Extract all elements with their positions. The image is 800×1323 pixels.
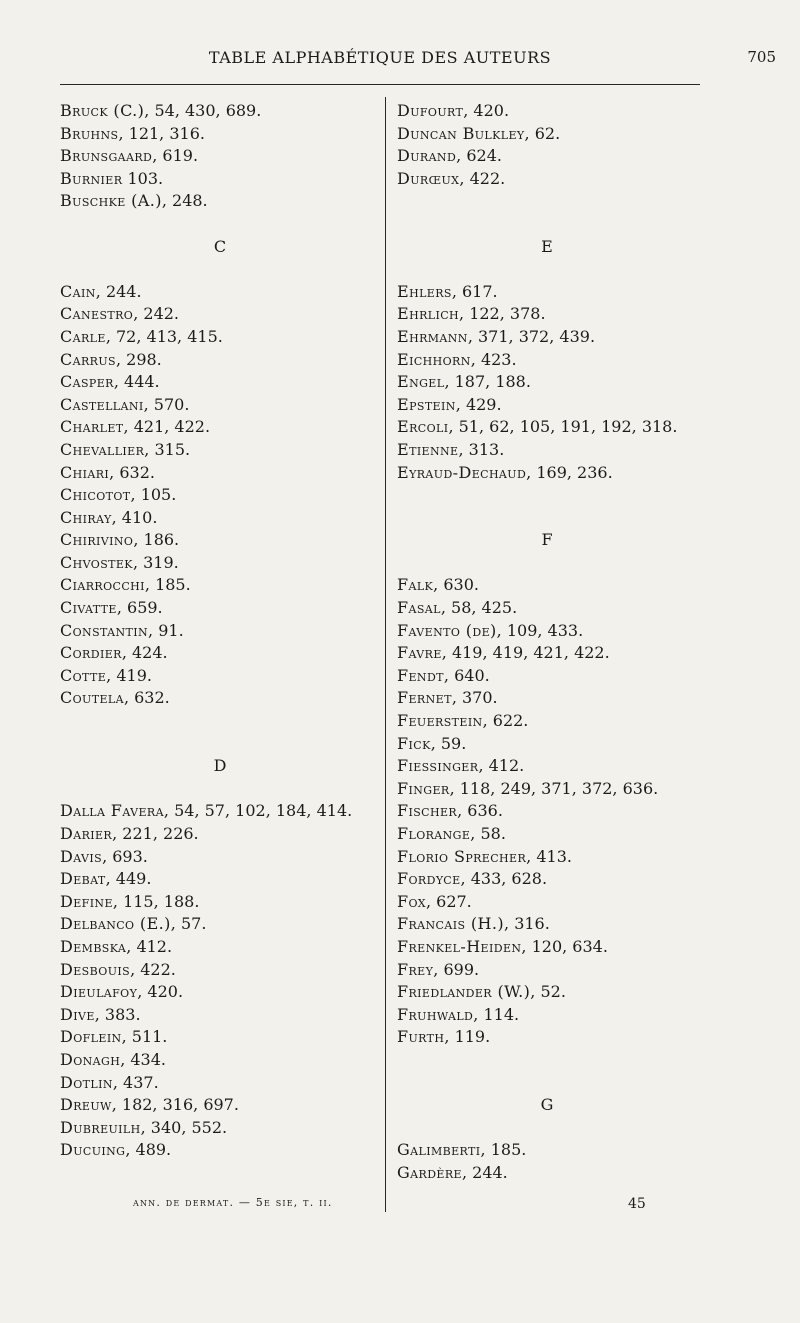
page-references: , 632. bbox=[109, 462, 155, 482]
author-entry bbox=[60, 190, 380, 213]
author-name: Gardère bbox=[397, 1162, 462, 1182]
author-name: Epstein bbox=[397, 394, 456, 414]
author-entry bbox=[60, 981, 380, 1004]
page-references: , 52. bbox=[530, 982, 566, 1002]
author-entry bbox=[60, 800, 380, 823]
author-name: Eyraud-Dechaud bbox=[397, 462, 527, 482]
author-entry bbox=[60, 959, 380, 982]
page-references: , 119. bbox=[444, 1027, 491, 1047]
page-references: , 383. bbox=[94, 1004, 141, 1024]
author-entry bbox=[397, 1026, 697, 1049]
page-references: , 659. bbox=[116, 598, 163, 618]
spacer bbox=[60, 213, 380, 236]
author-entry bbox=[397, 462, 697, 485]
page-references: , 169, 236. bbox=[526, 462, 613, 482]
right-column bbox=[397, 100, 697, 1185]
author-name: Favento (de) bbox=[397, 620, 497, 640]
page-references: , 121, 316. bbox=[118, 123, 205, 143]
author-name: Constantin bbox=[60, 620, 149, 640]
author-name: Chiari bbox=[60, 462, 110, 482]
page-references: , 699. bbox=[433, 959, 480, 979]
page-references: , 636. bbox=[457, 801, 503, 821]
author-entry bbox=[60, 507, 380, 530]
author-name: Ercoli bbox=[397, 417, 449, 437]
page-references: , 422. bbox=[459, 168, 506, 188]
page-references: , 412. bbox=[126, 936, 173, 956]
author-name: Eichhorn bbox=[397, 349, 471, 369]
author-name: Desbouis bbox=[60, 959, 131, 979]
author-entry bbox=[60, 574, 380, 597]
author-entry bbox=[397, 371, 697, 394]
author-entry bbox=[397, 349, 697, 372]
author-entry bbox=[60, 416, 380, 439]
author-name: Dubreuilh bbox=[60, 1117, 141, 1137]
author-name: Casper bbox=[60, 372, 114, 392]
author-name: Favre bbox=[397, 643, 442, 663]
author-entry bbox=[60, 1139, 380, 1162]
author-entry bbox=[60, 1004, 380, 1027]
author-name: Friedlander (W.) bbox=[397, 982, 531, 1002]
section-letter: E bbox=[541, 236, 553, 256]
page-references: , 248. bbox=[161, 191, 208, 211]
spacer bbox=[397, 190, 697, 213]
author-name: Etienne bbox=[397, 439, 459, 459]
author-name: Ehlers bbox=[397, 281, 452, 301]
author-name: Florange bbox=[397, 824, 471, 843]
page-references: , 624. bbox=[456, 146, 502, 166]
page-references: , 186. bbox=[133, 530, 180, 550]
header-rule bbox=[60, 84, 700, 85]
author-name: Florio Sprecher bbox=[397, 846, 527, 866]
author-name: Francais (H.) bbox=[397, 914, 505, 934]
page-references: , 410. bbox=[111, 507, 158, 527]
page-references: , 424. bbox=[121, 643, 168, 663]
author-name: Civatte bbox=[60, 598, 117, 618]
page-references: , 114. bbox=[473, 1004, 520, 1024]
page-references: , 185. bbox=[480, 1140, 527, 1160]
footer-note: ann. de dermat. — 5e sie, t. ii. bbox=[133, 1196, 333, 1209]
author-entry bbox=[60, 1072, 380, 1095]
author-name: Burnier bbox=[60, 168, 123, 188]
author-entry bbox=[60, 1117, 380, 1140]
spacer bbox=[60, 258, 380, 281]
author-name: Define bbox=[60, 891, 113, 911]
author-name: Fick bbox=[397, 733, 431, 753]
page-references: , 433, 628. bbox=[460, 869, 548, 889]
author-entry bbox=[397, 936, 697, 959]
page-references: , 429. bbox=[455, 394, 502, 414]
author-name: Cotte bbox=[60, 665, 107, 685]
page-references: , 59. bbox=[430, 733, 467, 753]
author-entry bbox=[397, 733, 697, 756]
section-letter: G bbox=[540, 1095, 554, 1115]
author-entry bbox=[60, 100, 380, 123]
author-entry bbox=[397, 642, 697, 665]
author-name: Dufourt bbox=[397, 101, 464, 120]
signature-mark: 45 bbox=[628, 1196, 646, 1212]
section-letter: D bbox=[213, 756, 227, 776]
author-name: Finger bbox=[397, 778, 450, 798]
author-name: Ducuing bbox=[60, 1140, 126, 1160]
page-references: , 412. bbox=[478, 756, 525, 776]
page-references: , 449. bbox=[105, 869, 152, 889]
author-name: Furth bbox=[397, 1027, 445, 1047]
author-entry bbox=[397, 891, 697, 914]
author-entry bbox=[60, 1049, 380, 1072]
author-entry bbox=[397, 620, 697, 643]
author-name: Ehrlich bbox=[397, 304, 460, 324]
author-entry bbox=[60, 891, 380, 914]
author-entry bbox=[60, 371, 380, 394]
page-references: , 182, 316, 697. bbox=[111, 1095, 239, 1115]
page-references: , 244. bbox=[95, 281, 142, 301]
page-references: , 244. bbox=[461, 1162, 508, 1182]
page-references: , 617. bbox=[451, 281, 498, 301]
page-references: , 423. bbox=[470, 349, 517, 369]
author-entry bbox=[397, 168, 697, 191]
author-name: Cordier bbox=[60, 643, 122, 663]
page-references: , 109, 433. bbox=[496, 620, 584, 640]
author-name: Chiray bbox=[60, 507, 112, 527]
author-name: Fordyce bbox=[397, 869, 461, 889]
page-header-title: TABLE ALPHABÉTIQUE DES AUTEURS bbox=[208, 48, 552, 67]
left-column bbox=[60, 100, 380, 1162]
author-name: Ehrmann bbox=[397, 326, 468, 346]
author-name: Charlet bbox=[60, 417, 124, 437]
page-references: , 340, 552. bbox=[140, 1117, 228, 1137]
page-references: , 419. bbox=[106, 665, 152, 685]
author-entry bbox=[60, 394, 380, 417]
page-references: , 122, 378. bbox=[459, 304, 546, 324]
author-name: Canestro bbox=[60, 304, 134, 324]
author-entry bbox=[397, 281, 697, 304]
author-entry bbox=[60, 484, 380, 507]
author-name: Carle bbox=[60, 326, 106, 346]
author-entry bbox=[60, 913, 380, 936]
author-entry bbox=[397, 959, 697, 982]
author-entry bbox=[397, 846, 697, 869]
page-references: , 420. bbox=[137, 982, 184, 1002]
page-references: , 298. bbox=[115, 349, 162, 369]
author-entry bbox=[60, 665, 380, 688]
page-references: 103. bbox=[122, 168, 164, 188]
author-name: Delbanco (E.) bbox=[60, 914, 171, 934]
page-references: , 319. bbox=[132, 552, 179, 572]
author-name: Duncan Bulkley bbox=[397, 123, 525, 143]
page-references: , 185. bbox=[144, 575, 191, 595]
page-references: , 120, 634. bbox=[521, 936, 608, 956]
page-references: , 371, 372, 439. bbox=[467, 326, 596, 346]
page-references: , 221, 226. bbox=[112, 824, 199, 843]
page-references: , 51, 62, 105, 191, 192, 318. bbox=[448, 417, 678, 437]
author-entry bbox=[397, 687, 697, 710]
page-number: 705 bbox=[747, 48, 776, 66]
author-name: Fasal bbox=[397, 598, 441, 618]
author-entry bbox=[397, 303, 697, 326]
spacer bbox=[397, 213, 697, 236]
page-references: , 570. bbox=[143, 394, 190, 414]
author-entry bbox=[60, 846, 380, 869]
author-entry bbox=[60, 620, 380, 643]
spacer bbox=[397, 1049, 697, 1072]
author-name: Durœux bbox=[397, 168, 460, 188]
author-entry bbox=[60, 868, 380, 891]
author-name: Engel bbox=[397, 372, 445, 392]
author-entry bbox=[397, 597, 697, 620]
author-entry bbox=[60, 1094, 380, 1117]
author-entry bbox=[397, 123, 697, 146]
author-name: Darier bbox=[60, 824, 113, 843]
page-references: , 54, 430, 689. bbox=[144, 101, 262, 120]
page-references: , 58, 425. bbox=[440, 598, 518, 618]
author-entry bbox=[397, 823, 697, 846]
page-references: , 91. bbox=[148, 620, 184, 640]
page-references: , 315. bbox=[144, 439, 191, 459]
author-name: Dreuw bbox=[60, 1095, 112, 1115]
author-name: Frey bbox=[397, 959, 434, 979]
author-entry bbox=[397, 394, 697, 417]
page-references: , 316. bbox=[504, 914, 550, 934]
author-name: Dieulafoy bbox=[60, 982, 138, 1002]
author-entry bbox=[60, 597, 380, 620]
author-name: Buschke (A.) bbox=[60, 191, 162, 211]
author-entry bbox=[60, 303, 380, 326]
page-references: , 419, 419, 421, 422. bbox=[441, 643, 610, 663]
page-references: , 437. bbox=[112, 1072, 159, 1092]
author-name: Fischer bbox=[397, 801, 458, 821]
author-entry bbox=[60, 642, 380, 665]
author-name: Cain bbox=[60, 281, 96, 301]
author-entry bbox=[60, 823, 380, 846]
author-entry bbox=[397, 755, 697, 778]
author-entry bbox=[397, 1162, 697, 1185]
author-name: Dembska bbox=[60, 936, 127, 956]
spacer bbox=[60, 778, 380, 801]
author-name: Galimberti bbox=[397, 1140, 481, 1160]
page-references: , 622. bbox=[482, 711, 529, 731]
page-references: , 313. bbox=[458, 439, 505, 459]
author-entry bbox=[397, 439, 697, 462]
page-references: , 632. bbox=[123, 688, 170, 708]
page-references: , 422. bbox=[130, 959, 176, 979]
page-references: , 511. bbox=[121, 1027, 168, 1047]
author-entry bbox=[397, 574, 697, 597]
page-references: , 115, 188. bbox=[112, 891, 200, 911]
author-entry bbox=[397, 981, 697, 1004]
author-name: Durand bbox=[397, 146, 457, 166]
author-entry bbox=[397, 100, 697, 123]
author-entry bbox=[60, 123, 380, 146]
author-entry bbox=[397, 145, 697, 168]
page-references: , 627. bbox=[425, 891, 472, 911]
author-name: Coutela bbox=[60, 688, 124, 708]
page-references: , 57. bbox=[170, 914, 207, 934]
author-name: Dotlin bbox=[60, 1072, 113, 1092]
author-name: Castellani bbox=[60, 394, 144, 414]
author-name: Frenkel-Heiden bbox=[397, 936, 522, 956]
author-entry bbox=[60, 168, 380, 191]
author-name: Fernet bbox=[397, 688, 452, 708]
author-entry bbox=[397, 1139, 697, 1162]
author-name: Dive bbox=[60, 1004, 95, 1024]
author-name: Ciarrocchi bbox=[60, 575, 145, 595]
page-references: , 105. bbox=[130, 485, 177, 505]
author-entry bbox=[397, 868, 697, 891]
page-references: , 421, 422. bbox=[123, 417, 211, 437]
author-name: Fiessinger bbox=[397, 756, 479, 776]
author-entry bbox=[60, 687, 380, 710]
author-entry bbox=[397, 1004, 697, 1027]
author-name: Fendt bbox=[397, 665, 444, 685]
spacer bbox=[397, 258, 697, 281]
author-entry bbox=[397, 326, 697, 349]
column-divider bbox=[385, 97, 386, 1212]
page-references: , 58. bbox=[470, 824, 506, 843]
page-references: , 54, 57, 102, 184, 414. bbox=[163, 801, 353, 821]
author-entry bbox=[60, 281, 380, 304]
spacer bbox=[60, 710, 380, 733]
page-references: , 62. bbox=[524, 123, 561, 143]
spacer bbox=[397, 507, 697, 530]
spacer bbox=[397, 1117, 697, 1140]
author-name: Feuerstein bbox=[397, 711, 483, 731]
author-entry bbox=[397, 416, 697, 439]
page-references: , 444. bbox=[113, 372, 160, 392]
page-references: , 420. bbox=[463, 101, 510, 120]
page-references: , 370. bbox=[451, 688, 498, 708]
page-references: , 630. bbox=[433, 575, 479, 595]
section-letter: C bbox=[213, 236, 227, 256]
author-name: Bruhns bbox=[60, 123, 119, 143]
author-name: Chevallier bbox=[60, 439, 145, 459]
author-entry bbox=[397, 913, 697, 936]
page-references: , 693. bbox=[102, 846, 148, 866]
author-name: Chvostek bbox=[60, 552, 133, 572]
author-name: Carrus bbox=[60, 349, 116, 369]
author-entry bbox=[397, 710, 697, 733]
author-entry bbox=[397, 665, 697, 688]
author-name: Bruck (C.) bbox=[60, 101, 145, 120]
author-name: Debat bbox=[60, 869, 106, 889]
author-entry bbox=[60, 1026, 380, 1049]
page-references: , 434. bbox=[120, 1049, 166, 1069]
page-references: , 619. bbox=[152, 146, 199, 166]
spacer bbox=[397, 552, 697, 575]
author-entry bbox=[397, 778, 697, 801]
page-references: , 187, 188. bbox=[444, 372, 531, 392]
author-entry bbox=[397, 800, 697, 823]
author-entry bbox=[60, 552, 380, 575]
author-name: Falk bbox=[397, 575, 434, 595]
author-name: Fox bbox=[397, 891, 426, 911]
author-entry bbox=[60, 936, 380, 959]
author-name: Doflein bbox=[60, 1027, 122, 1047]
section-letter: F bbox=[541, 530, 553, 550]
spacer bbox=[397, 1072, 697, 1095]
author-entry bbox=[60, 439, 380, 462]
page-references: , 242. bbox=[133, 304, 180, 324]
page-references: , 489. bbox=[125, 1140, 172, 1160]
author-entry bbox=[60, 326, 380, 349]
author-entry bbox=[60, 529, 380, 552]
author-name: Brunsgaard bbox=[60, 146, 153, 166]
author-name: Davis bbox=[60, 846, 103, 866]
author-name: Donagh bbox=[60, 1049, 121, 1069]
spacer bbox=[397, 484, 697, 507]
author-entry bbox=[60, 145, 380, 168]
page-references: , 118, 249, 371, 372, 636. bbox=[449, 778, 659, 798]
spacer bbox=[60, 733, 380, 756]
author-entry bbox=[60, 349, 380, 372]
page-references: , 72, 413, 415. bbox=[105, 326, 223, 346]
page-references: , 640. bbox=[443, 665, 490, 685]
author-entry bbox=[60, 462, 380, 485]
author-name: Chirivino bbox=[60, 530, 134, 550]
author-name: Chicotot bbox=[60, 485, 131, 505]
author-name: Dalla Favera bbox=[60, 801, 164, 821]
page-references: , 413. bbox=[526, 846, 572, 866]
author-name: Fruhwald bbox=[397, 1004, 474, 1024]
